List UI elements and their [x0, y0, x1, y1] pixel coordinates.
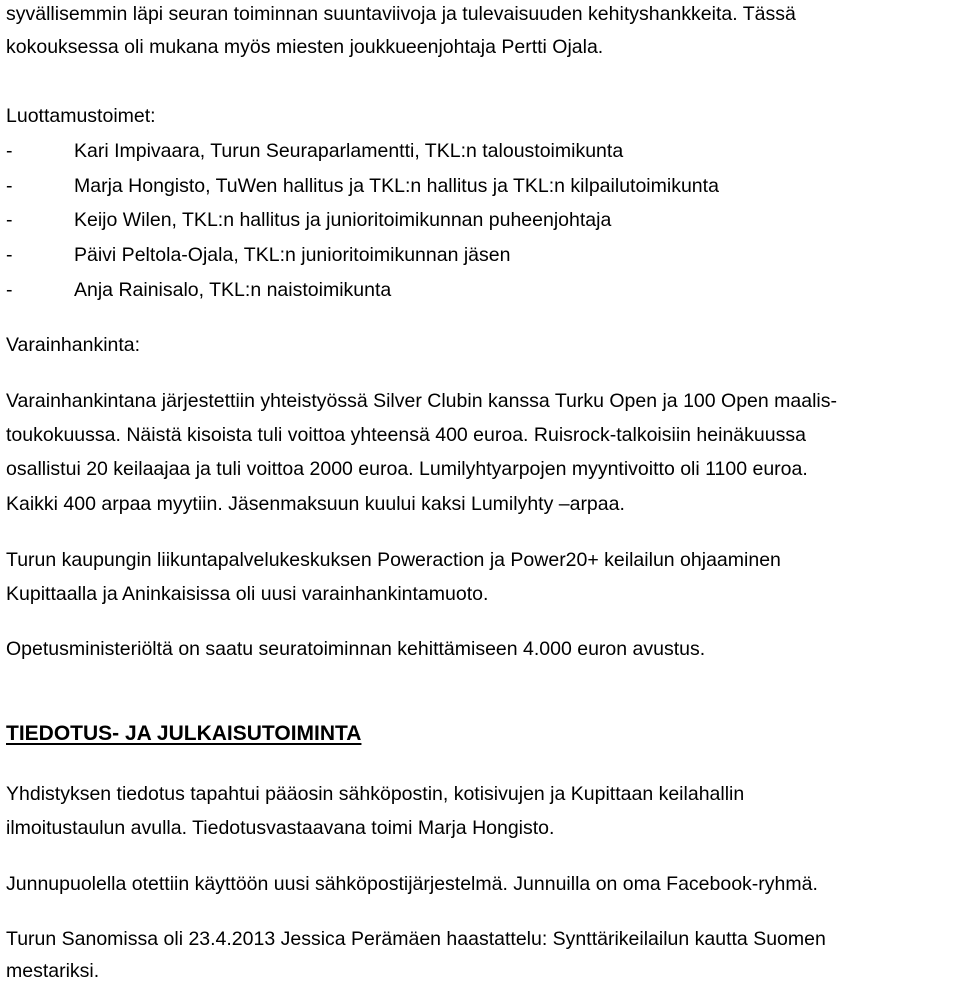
trust-item: Marja Hongisto, TuWen hallitus ja TKL:n hallitus ja TKL:n kilpailutoimikunta — [74, 175, 719, 197]
trust-item: Keijo Wilen, TKL:n hallitus ja junioritoimikunnan puheenjohtaja — [74, 209, 612, 231]
funding-para1-line: osallistui 20 keilaajaa ja tuli voittoa 2000 euroa. Lumilyhtyarpojen myyntivoitto oli 1100 euroa. — [6, 458, 808, 480]
info-para3-line: Turun Sanomissa oli 23.4.2013 Jessica Perämäen haastattelu: Synttärikeilailun kautta Suomen — [6, 928, 826, 950]
funding-para1-line: Kaikki 400 arpaa myytiin. Jäsenmaksuun kuului kaksi Lumilyhty –arpaa. — [6, 493, 625, 515]
funding-para2-line: Kupittaalla ja Aninkaisissa oli uusi varainhankintamuoto. — [6, 583, 489, 605]
list-bullet: - — [6, 279, 13, 301]
trust-item: Päivi Peltola-Ojala, TKL:n junioritoimikunnan jäsen — [74, 244, 511, 266]
list-bullet: - — [6, 244, 13, 266]
info-para2: Junnupuolella otettiin käyttöön uusi sähköpostijärjestelmä. Junnuilla on oma Facebook-ryhmä. — [6, 873, 818, 895]
info-para1-line: ilmoitustaulun avulla. Tiedotusvastaavana toimi Marja Hongisto. — [6, 817, 555, 839]
list-bullet: - — [6, 209, 13, 231]
funding-para3: Opetusministeriöltä on saatu seuratoiminnan kehittämiseen 4.000 euron avustus. — [6, 638, 706, 660]
funding-para2-line: Turun kaupungin liikuntapalvelukeskuksen Poweraction ja Power20+ keilailun ohjaaminen — [6, 549, 781, 571]
intro-line-1: syvällisemmin läpi seuran toiminnan suuntaviivoja ja tulevaisuuden kehityshankkeita. Tässä — [6, 3, 796, 25]
trust-item: Kari Impivaara, Turun Seuraparlamentti, TKL:n taloustoimikunta — [74, 140, 624, 162]
info-para1-line: Yhdistyksen tiedotus tapahtui pääosin sähköpostin, kotisivujen ja Kupittaan keilahallin — [6, 783, 745, 805]
section-heading: TIEDOTUS- JA JULKAISUTOIMINTA — [6, 722, 362, 745]
list-bullet: - — [6, 175, 13, 197]
funding-para1-line: toukokuussa. Näistä kisoista tuli voittoa yhteensä 400 euroa. Ruisrock-talkoisiin heinäkuussa — [6, 424, 806, 446]
info-para3-line: mestariksi. — [6, 960, 100, 982]
funding-title: Varainhankinta: — [6, 334, 141, 356]
list-bullet: - — [6, 140, 13, 162]
funding-para1-line: Varainhankintana järjestettiin yhteistyössä Silver Clubin kanssa Turku Open ja 100 Open maalis- — [6, 390, 837, 412]
trust-title: Luottamustoimet: — [6, 105, 156, 127]
trust-item: Anja Rainisalo, TKL:n naistoimikunta — [74, 279, 392, 301]
intro-line-2: kokouksessa oli mukana myös miesten joukkueenjohtaja Pertti Ojala. — [6, 36, 604, 58]
